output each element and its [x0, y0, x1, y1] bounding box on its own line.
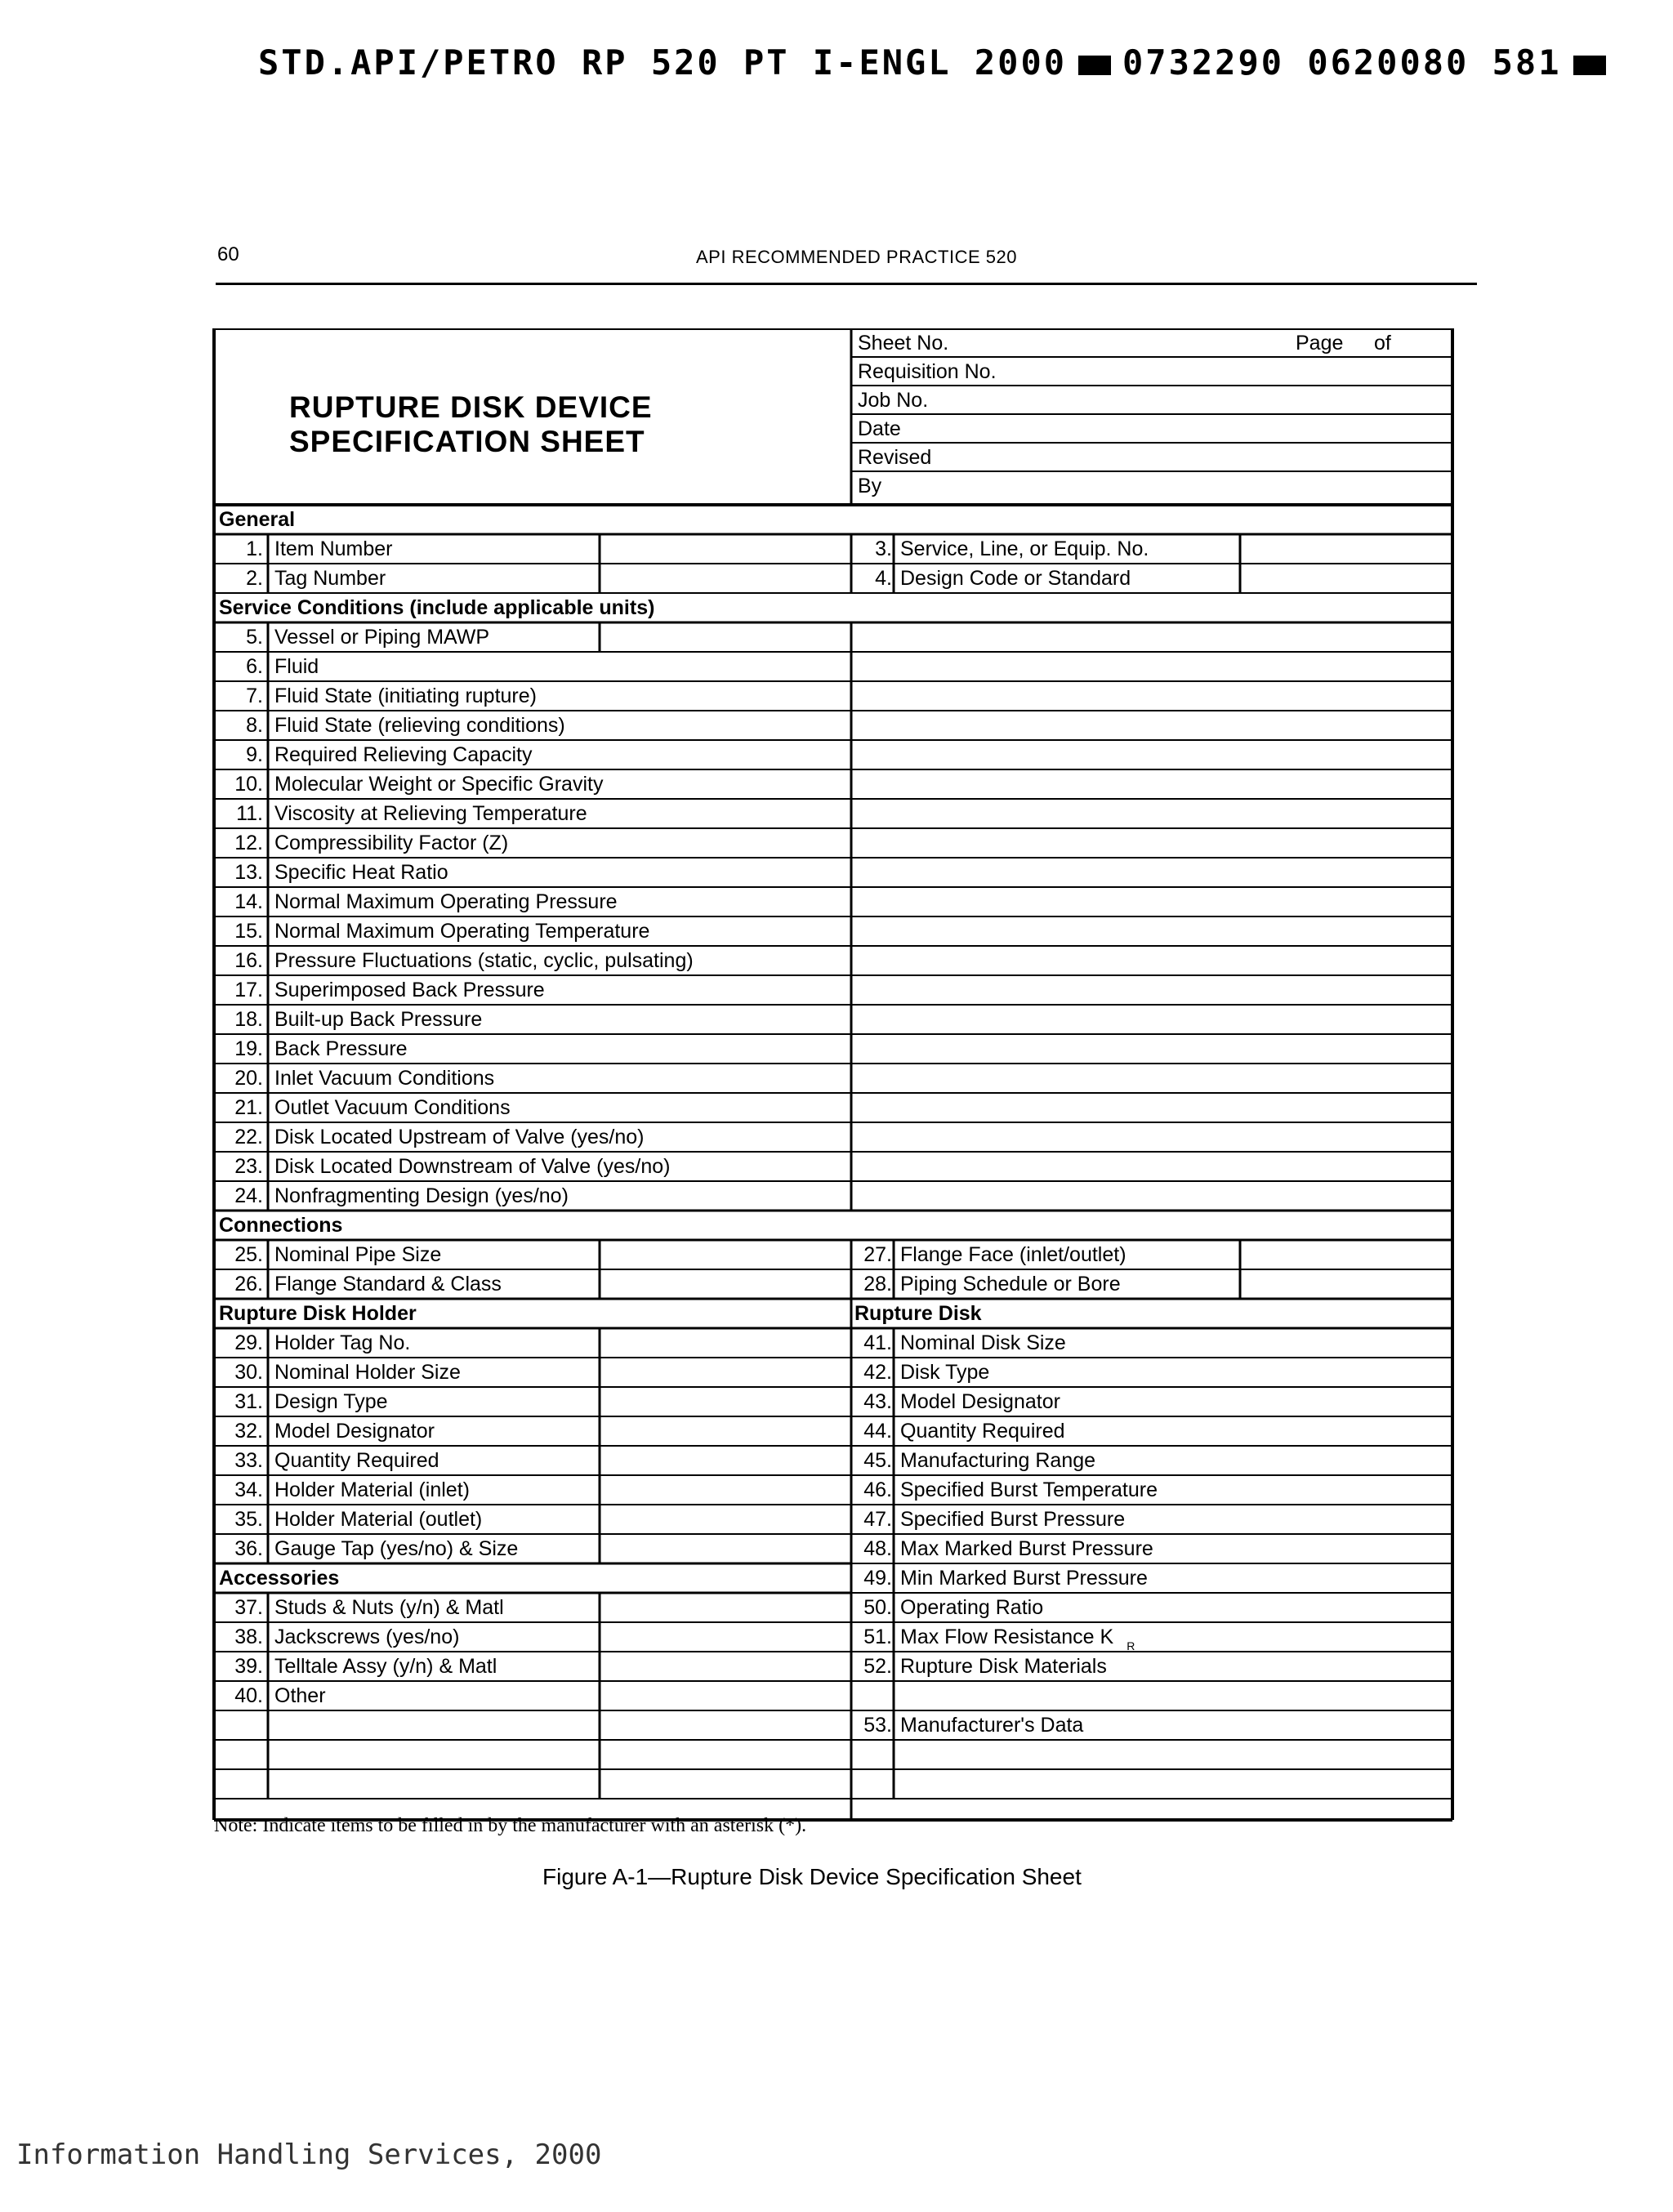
item-number: 17. — [234, 979, 263, 1001]
blank-field[interactable] — [897, 1771, 1448, 1797]
value-field[interactable] — [1090, 1565, 1444, 1591]
specification-sheet — [211, 328, 1469, 1823]
item-label: Max Flow Resistance K $_R$ — [900, 1626, 1135, 1652]
value-field[interactable] — [603, 1330, 836, 1356]
item-number: 8. — [246, 714, 263, 737]
item-number: 27. — [863, 1243, 892, 1266]
item-number: 34. — [234, 1478, 263, 1501]
item-number: 48. — [863, 1537, 892, 1560]
value-field[interactable] — [1090, 1418, 1444, 1444]
item-number: 3. — [875, 537, 892, 560]
form-title-line-1: RUPTURE DISK DEVICE — [289, 390, 653, 424]
item-number: 44. — [863, 1420, 892, 1443]
item-number: 36. — [234, 1537, 263, 1560]
stamp-code-2: 0620080 — [1307, 42, 1470, 83]
item-label: Manufacturing Range — [900, 1449, 1096, 1472]
value-field[interactable] — [1090, 1594, 1444, 1621]
page-number: 60 — [217, 243, 239, 265]
form-note: Note: Indicate items to be filled in by the manufacturer with an asterisk (*). — [214, 1815, 807, 1836]
value-field[interactable] — [603, 1418, 836, 1444]
item-label: Manufacturer's Data — [900, 1714, 1084, 1737]
value-field[interactable] — [1243, 536, 1449, 562]
item-label: Flange Face (inlet/outlet) — [900, 1243, 1126, 1266]
value-field[interactable] — [603, 1536, 836, 1562]
item-label: Quantity Required — [900, 1420, 1065, 1443]
item-label: Piping Schedule or Bore — [900, 1273, 1121, 1296]
item-label: Min Marked Burst Pressure — [900, 1567, 1148, 1590]
item-number: 53. — [863, 1714, 892, 1737]
value-field[interactable] — [603, 1506, 836, 1532]
value-field[interactable] — [1090, 1447, 1444, 1474]
item-number: 26. — [234, 1273, 263, 1296]
item-number: 7. — [246, 685, 263, 707]
item-label: Jackscrews (yes/no) — [274, 1626, 460, 1648]
value-field[interactable] — [851, 653, 1448, 680]
section-disk: Rupture Disk — [854, 1302, 982, 1325]
meta-label: Requisition No. — [858, 360, 997, 383]
value-field[interactable] — [1090, 1330, 1444, 1356]
section-service: Service Conditions (include applicable units) — [219, 596, 655, 619]
item-label: Holder Tag No. — [274, 1331, 411, 1354]
item-number: 31. — [234, 1390, 263, 1413]
item-label: Fluid State (initiating rupture) — [274, 685, 537, 707]
value-field[interactable] — [603, 1477, 836, 1503]
stamp-code-3: 581 — [1492, 42, 1562, 83]
running-head: API RECOMMENDED PRACTICE 520 — [696, 247, 1017, 267]
value-field[interactable] — [603, 1624, 836, 1650]
value-field[interactable] — [851, 801, 1448, 827]
item-number: 2. — [246, 567, 263, 590]
item-label: Fluid State (relieving conditions) — [274, 714, 565, 737]
figure-caption: Figure A-1—Rupture Disk Device Specification Sheet — [542, 1864, 1082, 1889]
item-label: Built-up Back Pressure — [274, 1008, 483, 1031]
item-label: Telltale Assy (y/n) & Matl — [274, 1655, 497, 1678]
item-number: 5. — [246, 626, 263, 649]
item-number: 49. — [863, 1567, 892, 1590]
item-number: 19. — [234, 1037, 263, 1060]
footer-credit: Information Handling Services, 2000 — [16, 2138, 602, 2171]
value-field[interactable] — [851, 1095, 1448, 1121]
item-label: Molecular Weight or Specific Gravity — [274, 773, 604, 796]
item-label: Tag Number — [274, 567, 386, 590]
item-label: Other — [274, 1684, 326, 1707]
blank-field[interactable] — [271, 1712, 836, 1738]
value-field[interactable] — [1090, 1712, 1444, 1738]
item-number: 18. — [234, 1008, 263, 1031]
item-number: 13. — [234, 861, 263, 884]
item-label: Nominal Holder Size — [274, 1361, 461, 1384]
blank-field[interactable] — [897, 1742, 1448, 1768]
item-number: 21. — [234, 1096, 263, 1119]
item-number: 42. — [863, 1361, 892, 1384]
section-accessories: Accessories — [219, 1567, 340, 1590]
item-label: Quantity Required — [274, 1449, 439, 1472]
item-label: Studs & Nuts (y/n) & Matl — [274, 1596, 504, 1619]
meta-field[interactable] — [1003, 473, 1444, 498]
item-label: Required Relieving Capacity — [274, 743, 533, 766]
value-field[interactable] — [1090, 1477, 1444, 1503]
value-field[interactable] — [603, 1242, 836, 1268]
item-number: 45. — [863, 1449, 892, 1472]
item-number: 23. — [234, 1155, 263, 1178]
value-field[interactable] — [851, 1183, 1448, 1209]
section-general: General — [219, 508, 296, 531]
value-field[interactable] — [1243, 1271, 1449, 1297]
section-holder: Rupture Disk Holder — [219, 1302, 417, 1325]
item-label: Normal Maximum Operating Temperature — [274, 920, 650, 943]
stamp-block-mark — [1573, 56, 1606, 75]
meta-field[interactable] — [1003, 416, 1444, 441]
item-label: Viscosity at Relieving Temperature — [274, 802, 587, 825]
meta-field[interactable] — [1003, 387, 1444, 413]
value-field[interactable] — [1090, 1389, 1444, 1415]
value-field[interactable] — [851, 1153, 1448, 1180]
meta-label: Date — [858, 417, 901, 440]
item-label: Design Type — [274, 1390, 388, 1413]
item-number: 33. — [234, 1449, 263, 1472]
item-number: 35. — [234, 1508, 263, 1531]
item-number: 38. — [234, 1626, 263, 1648]
value-field[interactable] — [851, 859, 1448, 885]
value-field[interactable] — [851, 830, 1448, 856]
blank-field[interactable] — [271, 1742, 836, 1768]
item-number: 51. — [863, 1626, 892, 1648]
value-field[interactable] — [1090, 1536, 1444, 1562]
item-number: 4. — [875, 567, 892, 590]
item-number: 11. — [236, 802, 263, 825]
value-field[interactable] — [851, 683, 1448, 709]
item-label: Nominal Pipe Size — [274, 1243, 442, 1266]
item-number: 20. — [234, 1067, 263, 1090]
value-field[interactable] — [1090, 1359, 1444, 1385]
item-label: Gauge Tap (yes/no) & Size — [274, 1537, 519, 1560]
value-field[interactable] — [851, 1036, 1448, 1062]
value-field[interactable] — [851, 1124, 1448, 1150]
value-field[interactable] — [851, 948, 1448, 974]
item-number: 46. — [863, 1478, 892, 1501]
item-label: Nominal Disk Size — [900, 1331, 1066, 1354]
meta-label: Sheet No. — [858, 332, 949, 355]
document-stamp — [258, 42, 1617, 83]
item-number: 16. — [234, 949, 263, 972]
value-field[interactable] — [1243, 1242, 1449, 1268]
meta-field[interactable] — [1003, 444, 1444, 470]
form-title-line-2: SPECIFICATION SHEET — [289, 425, 645, 458]
item-number: 37. — [234, 1596, 263, 1619]
value-field[interactable] — [851, 918, 1448, 944]
page-label: Page — [1296, 332, 1344, 355]
item-label: Specified Burst Pressure — [900, 1508, 1126, 1531]
item-label: Service, Line, or Equip. No. — [900, 537, 1149, 560]
value-field[interactable] — [851, 742, 1448, 768]
item-label: Disk Located Upstream of Valve (yes/no) — [274, 1126, 645, 1148]
item-label: Design Code or Standard — [900, 567, 1131, 590]
value-field[interactable] — [851, 1006, 1448, 1032]
item-number: 47. — [863, 1508, 892, 1531]
item-number: 24. — [234, 1184, 263, 1207]
item-number: 43. — [863, 1390, 892, 1413]
meta-label: Revised — [858, 446, 932, 469]
item-label: Superimposed Back Pressure — [274, 979, 545, 1001]
item-label: Specified Burst Temperature — [900, 1478, 1158, 1501]
item-number: 40. — [234, 1684, 263, 1707]
form-title — [289, 390, 653, 459]
section-connections: Connections — [219, 1214, 343, 1237]
item-label: Fluid — [274, 655, 319, 678]
item-label: Vessel or Piping MAWP — [274, 626, 490, 649]
value-field[interactable] — [1090, 1624, 1444, 1650]
item-number: 6. — [246, 655, 263, 678]
of-label: of — [1374, 332, 1391, 355]
stamp-standard-id: STD.API/PETRO RP 520 PT I-ENGL 2000 — [258, 42, 1068, 83]
item-number: 1. — [246, 537, 263, 560]
item-number: 14. — [234, 890, 263, 913]
value-field[interactable] — [1243, 565, 1449, 591]
value-field[interactable] — [603, 624, 836, 650]
item-number: 30. — [234, 1361, 263, 1384]
item-number: 12. — [234, 832, 263, 854]
item-number: 28. — [863, 1273, 892, 1296]
item-label: Model Designator — [274, 1420, 435, 1443]
item-label: Operating Ratio — [900, 1596, 1044, 1619]
blank-field[interactable] — [897, 1683, 1448, 1709]
item-number: 50. — [863, 1596, 892, 1619]
value-field[interactable] — [603, 1594, 836, 1621]
value-field[interactable] — [603, 1359, 836, 1385]
meta-label: By — [858, 475, 882, 497]
value-field[interactable] — [603, 1447, 836, 1474]
item-label: Holder Material (inlet) — [274, 1478, 470, 1501]
item-label: Model Designator — [900, 1390, 1060, 1413]
header-rule — [216, 283, 1477, 285]
item-label: Specific Heat Ratio — [274, 861, 448, 884]
item-label: Pressure Fluctuations (static, cyclic, pulsating) — [274, 949, 694, 972]
item-number: 25. — [234, 1243, 263, 1266]
value-field[interactable] — [1090, 1506, 1444, 1532]
item-label: Normal Maximum Operating Pressure — [274, 890, 618, 913]
item-number: 22. — [234, 1126, 263, 1148]
item-number: 39. — [234, 1655, 263, 1678]
item-label: Max Marked Burst Pressure — [900, 1537, 1153, 1560]
item-label: Nonfragmenting Design (yes/no) — [274, 1184, 569, 1207]
blank-field[interactable] — [271, 1771, 836, 1797]
item-label: Outlet Vacuum Conditions — [274, 1096, 511, 1119]
item-label: Disk Located Downstream of Valve (yes/no) — [274, 1155, 671, 1178]
value-field[interactable] — [851, 977, 1448, 1003]
meta-field[interactable] — [1003, 359, 1444, 384]
item-label: Back Pressure — [274, 1037, 408, 1060]
item-label: Inlet Vacuum Conditions — [274, 1067, 495, 1090]
item-label: Compressibility Factor (Z) — [274, 832, 509, 854]
value-field[interactable] — [603, 536, 836, 562]
value-field[interactable] — [603, 1271, 836, 1297]
value-field[interactable] — [851, 624, 1448, 650]
value-field[interactable] — [603, 565, 836, 591]
item-label: Item Number — [274, 537, 393, 560]
value-field[interactable] — [603, 1653, 836, 1679]
item-label: Holder Material (outlet) — [274, 1508, 483, 1531]
value-field[interactable] — [851, 771, 1448, 797]
item-number: 29. — [234, 1331, 263, 1354]
value-field[interactable] — [851, 1065, 1448, 1091]
value-field[interactable] — [851, 889, 1448, 915]
item-label: Rupture Disk Materials — [900, 1655, 1107, 1678]
item-number: 32. — [234, 1420, 263, 1443]
meta-label: Job No. — [858, 389, 929, 412]
item-number: 15. — [234, 920, 263, 943]
item-number: 41. — [863, 1331, 892, 1354]
item-number: 9. — [246, 743, 263, 766]
kr-subscript: R — [1126, 1639, 1135, 1652]
item-label: Flange Standard & Class — [274, 1273, 502, 1296]
value-field[interactable] — [851, 712, 1448, 738]
value-field[interactable] — [1090, 1653, 1444, 1679]
item-number: 52. — [863, 1655, 892, 1678]
stamp-block-mark — [1078, 56, 1111, 75]
stamp-code-1: 0732290 — [1122, 42, 1285, 83]
value-field[interactable] — [603, 1389, 836, 1415]
item-number: 10. — [234, 773, 263, 796]
item-label: Disk Type — [900, 1361, 990, 1384]
value-field[interactable] — [603, 1683, 836, 1709]
